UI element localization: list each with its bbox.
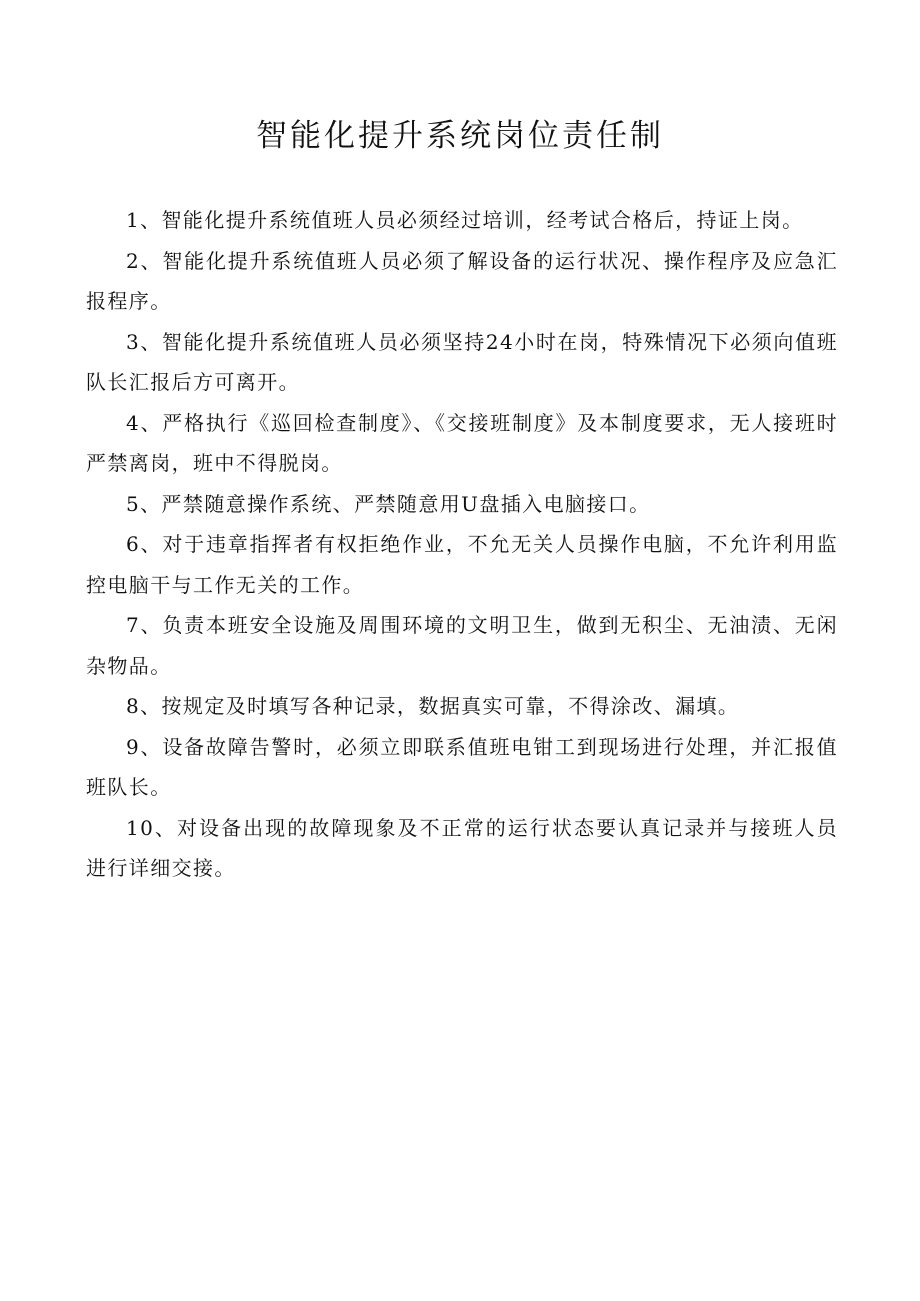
responsibility-item-1: 1、智能化提升系统值班人员必须经过培训，经考试合格后，持证上岗。 — [126, 208, 804, 232]
responsibility-item-8: 8、按规定及时填写各种记录，数据真实可靠，不得涂改、漏填。 — [126, 694, 740, 718]
responsibility-item-5: 5、严禁随意操作系统、严禁随意用U盘插入电脑接口。 — [126, 491, 651, 516]
responsibility-item-10: 10、对设备出现的故障现象及不正常的运行状态要认真记录并与接班人员进行详细交接。 — [86, 815, 838, 880]
responsibility-item-7: 7、负责本班安全设施及周围环境的文明卫生，做到无积尘、无油渍、无闲杂物品。 — [86, 613, 838, 678]
responsibility-item-6: 6、对于违章指挥者有权拒绝作业，不允无关人员操作电脑，不允许利用监控电脑干与工作无关的工作。 — [86, 532, 838, 597]
responsibility-item-9: 9、设备故障告警时，必须立即联系值班电钳工到现场进行处理，并汇报值班队长。 — [86, 734, 838, 799]
document-title: 智能化提升系统岗位责任制 — [256, 118, 664, 154]
responsibility-item-4: 4、严格执行《巡回检查制度》、《交接班制度》及本制度要求，无人接班时严禁离岗，班中不得脱岗。 — [86, 410, 838, 475]
responsibility-list — [86, 200, 838, 889]
responsibility-item-2: 2、智能化提升系统值班人员必须了解设备的运行状况、操作程序及应急汇报程序。 — [86, 248, 838, 313]
responsibility-item-3: 3、智能化提升系统值班人员必须坚持24小时在岗，特殊情况下必须向值班队长汇报后方可离开。 — [86, 329, 838, 394]
